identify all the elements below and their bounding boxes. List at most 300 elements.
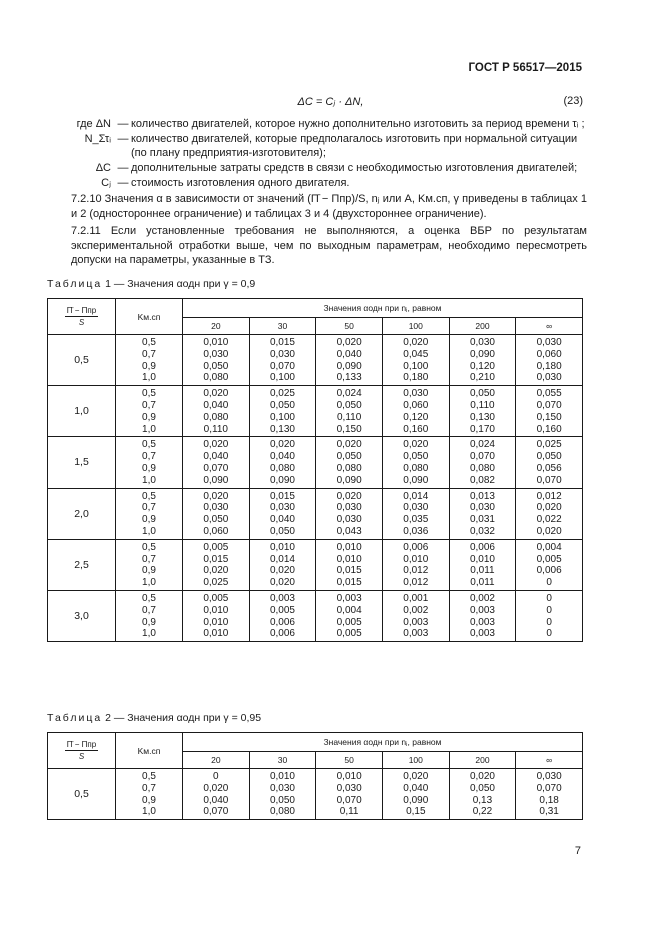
table-row	[48, 590, 583, 641]
alpha-value: 0,011	[470, 565, 495, 577]
alpha-values-cell	[382, 590, 449, 641]
alpha-value: 0,160	[403, 423, 429, 435]
alpha-value: 0,003	[469, 628, 495, 640]
header-fraction	[48, 299, 116, 335]
alpha-values-cell	[516, 386, 583, 437]
k-value: 0,7	[142, 399, 156, 411]
alpha-value: 0,032	[469, 525, 495, 537]
alpha-value: 0,006	[403, 541, 429, 553]
alpha-value: 0,020	[536, 502, 562, 514]
alpha-value: 0,003	[403, 628, 429, 640]
k-value: 0,9	[142, 360, 156, 372]
alpha-value: 0,040	[203, 794, 229, 806]
alpha-value: 0,082	[469, 474, 495, 486]
alpha-value: 0,020	[269, 565, 295, 577]
alpha-value: 0,010	[336, 553, 362, 565]
alpha-value: 0,110	[203, 423, 228, 435]
alpha-values-cell	[316, 769, 383, 820]
table1-caption	[47, 278, 255, 290]
k-value: 0,5	[142, 592, 156, 604]
alpha-value: 0,080	[269, 462, 295, 474]
header-n: 30	[249, 752, 316, 769]
alpha-values-cell	[516, 335, 583, 386]
alpha-values-cell	[249, 335, 316, 386]
alpha-value: 0,005	[536, 553, 562, 565]
alpha-value: 0,030	[269, 348, 295, 360]
alpha-values-cell	[249, 590, 316, 641]
k-value: 0,7	[142, 553, 156, 565]
fraction-denominator: S	[78, 318, 85, 327]
alpha-value: 0,050	[269, 794, 295, 806]
alpha-value: 0,22	[472, 806, 493, 818]
alpha-value: 0,005	[336, 616, 362, 628]
k-value: 1,0	[142, 577, 156, 589]
alpha-values-cell	[516, 437, 583, 488]
alpha-values-cell	[183, 590, 250, 641]
alpha-values-cell	[449, 437, 516, 488]
header-n: 50	[316, 752, 383, 769]
alpha-values-cell	[249, 488, 316, 539]
alpha-value: 0,012	[403, 577, 429, 589]
alpha-values-cell	[249, 437, 316, 488]
alpha-value: 0,070	[269, 360, 295, 372]
alpha-value: 0,060	[403, 399, 429, 411]
alpha-value: 0,160	[536, 423, 562, 435]
alpha-value: 0,020	[269, 577, 295, 589]
alpha-value: 0,010	[269, 771, 295, 782]
alpha-value: 0,15	[406, 806, 426, 818]
alpha-value: 0,050	[336, 399, 362, 411]
alpha-value: 0,090	[203, 474, 229, 486]
alpha-value: 0,035	[403, 514, 429, 526]
alpha-values-cell	[382, 335, 449, 386]
alpha-value: 0,002	[403, 604, 429, 616]
alpha-value: 0,020	[403, 337, 429, 348]
alpha-value: 0,070	[203, 806, 229, 818]
alpha-values-cell	[183, 335, 250, 386]
alpha-value: 0,050	[269, 399, 295, 411]
paragraph-7-2-10	[47, 192, 587, 221]
paragraph-text: 7.2.11 Если установленные требования не выполняются, а оценка ВБР по результатам экспериментальной отработки выше, чем по выходным параметрам, необходимо пересмотреть допуски на параметры, указанные в ТЗ.	[71, 225, 587, 266]
alpha-values-cell	[183, 539, 250, 590]
alpha-value: 0,005	[203, 592, 229, 604]
alpha-value: 0,090	[336, 360, 362, 372]
k-value: 0,5	[142, 490, 156, 502]
alpha-value: 0,070	[536, 474, 562, 486]
alpha-value: 0	[546, 592, 552, 604]
alpha-value: 0,020	[536, 525, 562, 537]
paragraph-7-2-11	[47, 224, 587, 268]
header-k: Kм.сп	[116, 299, 183, 335]
table2-caption	[47, 712, 261, 724]
k-value: 0,7	[142, 451, 156, 463]
alpha-value: 0,002	[469, 592, 495, 604]
alpha-value: 0,030	[536, 771, 562, 782]
definition-row: N_Στᵢ — количество двигателей, которые предполагалось изготовить при нормальной ситуации (по плану предприятия-изготовителя);	[47, 132, 587, 160]
alpha-value: 0,001	[403, 592, 429, 604]
alpha-value: 0,090	[469, 348, 495, 360]
alpha-value: 0,11	[339, 806, 359, 818]
page-number: 7	[574, 845, 581, 857]
alpha-value: 0,080	[469, 462, 495, 474]
header-n: 20	[183, 318, 250, 335]
alpha-value: 0,024	[336, 388, 362, 400]
definition-row: ΔC — дополнительные затраты средств в связи с необходимостью изготовления двигателей;	[47, 161, 587, 175]
header-k: Kм.сп	[116, 733, 183, 769]
header-n: 100	[382, 752, 449, 769]
alpha-value: 0,030	[536, 372, 562, 384]
alpha-value: 0,005	[336, 628, 362, 640]
alpha-value: 0,040	[403, 782, 429, 794]
alpha-value: 0,015	[203, 553, 229, 565]
table-row	[48, 539, 583, 590]
alpha-value: 0	[546, 628, 552, 640]
alpha-values-cell	[382, 386, 449, 437]
alpha-value: 0,022	[536, 514, 562, 526]
alpha-value: 0,120	[403, 411, 429, 423]
alpha-value: 0,020	[269, 439, 295, 451]
alpha-values-cell	[516, 769, 583, 820]
alpha-values-cell	[516, 590, 583, 641]
table-row	[48, 488, 583, 539]
alpha-values-cell	[183, 437, 250, 488]
header-n: 100	[382, 318, 449, 335]
row-ratio-value: 2,5	[48, 539, 116, 590]
k-value: 1,0	[142, 474, 156, 486]
alpha-value: 0,030	[469, 502, 495, 514]
alpha-value: 0,010	[469, 553, 495, 565]
alpha-value: 0,050	[269, 525, 295, 537]
alpha-value: 0,020	[336, 439, 362, 451]
alpha-value: 0,010	[203, 628, 229, 640]
alpha-value: 0,015	[269, 490, 295, 502]
alpha-value: 0,003	[469, 604, 495, 616]
alpha-value: 0,150	[536, 411, 562, 423]
alpha-value: 0,020	[203, 388, 229, 400]
k-value: 0,9	[142, 794, 156, 806]
fraction-numerator: П̄ − Ппр	[66, 306, 97, 315]
k-values-cell	[116, 769, 183, 820]
alpha-value: 0,020	[203, 439, 229, 451]
table-1	[47, 298, 583, 642]
alpha-value: 0,100	[269, 372, 295, 384]
k-value: 0,5	[142, 771, 156, 782]
alpha-value: 0,080	[336, 462, 362, 474]
alpha-value: 0,050	[469, 388, 495, 400]
alpha-value: 0,100	[269, 411, 295, 423]
definition-row: Cⱼ — стоимость изготовления одного двигателя.	[47, 176, 587, 190]
table-2	[47, 732, 583, 820]
definition-text: количество двигателей, которое нужно дополнительно изготовить за период времени τᵢ ;	[131, 118, 585, 130]
alpha-value: 0,012	[403, 565, 429, 577]
k-values-cell	[116, 590, 183, 641]
alpha-value: 0,030	[536, 337, 562, 348]
alpha-values-cell	[516, 488, 583, 539]
alpha-value: 0,043	[336, 525, 362, 537]
alpha-value: 0,020	[403, 771, 429, 782]
alpha-value: 0,031	[469, 514, 495, 526]
alpha-values-cell	[449, 386, 516, 437]
alpha-value: 0,010	[336, 771, 362, 782]
alpha-values-cell	[516, 539, 583, 590]
alpha-values-cell	[183, 488, 250, 539]
k-values-cell	[116, 437, 183, 488]
row-ratio-value: 0,5	[48, 769, 116, 820]
alpha-value: 0,014	[269, 553, 295, 565]
alpha-value: 0,010	[269, 541, 295, 553]
definition-text: дополнительные затраты средств в связи с необходимостью изготовления двигателей;	[131, 162, 578, 174]
alpha-value: 0,080	[203, 411, 229, 423]
alpha-value: 0,040	[269, 451, 295, 463]
alpha-value: 0,025	[203, 577, 229, 589]
alpha-value: 0,070	[536, 399, 562, 411]
alpha-value: 0,060	[203, 525, 229, 537]
header-n: ∞	[516, 752, 583, 769]
alpha-value: 0,18	[539, 794, 559, 806]
alpha-value: 0,025	[269, 388, 295, 400]
k-value: 1,0	[142, 372, 156, 384]
alpha-value: 0,030	[469, 337, 495, 348]
alpha-value: 0,090	[403, 474, 429, 486]
header-n: 30	[249, 318, 316, 335]
alpha-value: 0,003	[269, 592, 295, 604]
row-ratio-value: 0,5	[48, 335, 116, 386]
definition-symbol: ΔC	[95, 162, 111, 174]
definition-symbol: где ΔN	[76, 118, 111, 130]
caption-text: 1 — Значения αодн при γ = 0,9	[105, 278, 256, 290]
row-ratio-value: 2,0	[48, 488, 116, 539]
alpha-value: 0,090	[269, 474, 295, 486]
alpha-values-cell	[382, 769, 449, 820]
alpha-values-cell	[316, 437, 383, 488]
alpha-value: 0	[546, 577, 552, 589]
alpha-value: 0,050	[469, 782, 495, 794]
k-value: 1,0	[142, 628, 156, 640]
alpha-value: 0,180	[536, 360, 562, 372]
k-value: 1,0	[142, 423, 156, 435]
alpha-values-cell	[449, 769, 516, 820]
alpha-values-cell	[382, 488, 449, 539]
alpha-values-cell	[316, 539, 383, 590]
alpha-value: 0,036	[403, 525, 429, 537]
alpha-value: 0,080	[269, 806, 295, 818]
alpha-value: 0,005	[203, 541, 229, 553]
alpha-value: 0,030	[336, 782, 362, 794]
alpha-value: 0,080	[403, 462, 429, 474]
definition-symbol: Cⱼ	[101, 177, 111, 189]
alpha-value: 0,012	[536, 490, 562, 502]
table-row	[48, 386, 583, 437]
caption-word: Таблица	[47, 712, 103, 724]
alpha-values-cell	[316, 386, 383, 437]
k-values-cell	[116, 335, 183, 386]
alpha-value: 0,090	[403, 794, 429, 806]
alpha-value: 0,003	[336, 592, 362, 604]
alpha-value: 0,040	[203, 451, 229, 463]
alpha-value: 0,050	[536, 451, 562, 463]
header-n: 200	[449, 318, 516, 335]
alpha-value: 0,130	[469, 411, 495, 423]
alpha-value: 0,010	[203, 337, 229, 348]
definition-text: количество двигателей, которые предполагалось изготовить при нормальной ситуации (по плану предприятия-изготовителя);	[131, 133, 578, 159]
alpha-value: 0,010	[403, 553, 429, 565]
alpha-value: 0,030	[203, 502, 229, 514]
row-ratio-value: 1,0	[48, 386, 116, 437]
header-n: ∞	[516, 318, 583, 335]
fraction-denominator: S	[78, 752, 85, 761]
alpha-value: 0,030	[203, 348, 229, 360]
alpha-value: 0,011	[470, 577, 495, 589]
alpha-value: 0,015	[336, 577, 362, 589]
header-span: Значения αодн при nⱼ, равном	[183, 299, 583, 318]
k-value: 0,9	[142, 616, 156, 628]
alpha-value: 0,005	[269, 604, 295, 616]
alpha-value: 0,020	[203, 565, 229, 577]
formula: ΔC = Cⱼ · ΔN,	[297, 96, 364, 108]
definition-text: стоимость изготовления одного двигателя.	[131, 177, 350, 189]
alpha-value: 0	[546, 604, 552, 616]
alpha-value: 0,133	[336, 372, 362, 384]
alpha-value: 0,024	[469, 439, 495, 451]
alpha-value: 0,020	[336, 490, 362, 502]
alpha-value: 0,006	[469, 541, 495, 553]
alpha-values-cell	[382, 539, 449, 590]
header-fraction	[48, 733, 116, 769]
alpha-value: 0,070	[203, 462, 229, 474]
k-values-cell	[116, 386, 183, 437]
alpha-values-cell	[249, 539, 316, 590]
alpha-value: 0,060	[536, 348, 562, 360]
alpha-values-cell	[316, 590, 383, 641]
alpha-values-cell	[449, 488, 516, 539]
alpha-value: 0,070	[336, 794, 362, 806]
table-row	[48, 769, 583, 820]
alpha-value: 0,013	[469, 490, 495, 502]
table-row	[48, 437, 583, 488]
alpha-value: 0,025	[536, 439, 562, 451]
alpha-value: 0,090	[336, 474, 362, 486]
alpha-value: 0,210	[469, 372, 495, 384]
alpha-value: 0,015	[336, 565, 362, 577]
alpha-value: 0,110	[336, 411, 362, 423]
k-value: 0,5	[142, 439, 156, 451]
alpha-value: 0,010	[203, 616, 229, 628]
alpha-value: 0,030	[336, 502, 362, 514]
alpha-values-cell	[382, 437, 449, 488]
k-value: 0,7	[142, 502, 156, 514]
alpha-value: 0,004	[536, 541, 562, 553]
alpha-value: 0,003	[469, 616, 495, 628]
definitions-list	[47, 117, 587, 191]
k-value: 1,0	[142, 806, 156, 818]
k-value: 0,7	[142, 348, 156, 360]
alpha-value: 0,31	[539, 806, 559, 818]
alpha-value: 0,050	[203, 514, 229, 526]
alpha-value: 0,030	[403, 388, 429, 400]
alpha-value: 0,050	[203, 360, 229, 372]
header-n: 200	[449, 752, 516, 769]
fraction-numerator: П̄ − Ппр	[66, 740, 97, 749]
alpha-value: 0,004	[336, 604, 362, 616]
alpha-value: 0,030	[269, 782, 295, 794]
alpha-value: 0,130	[269, 423, 295, 435]
alpha-value: 0,010	[203, 604, 229, 616]
alpha-value: 0,006	[536, 565, 562, 577]
k-value: 0,5	[142, 388, 156, 400]
alpha-value: 0,110	[470, 399, 495, 411]
alpha-value: 0,015	[269, 337, 295, 348]
alpha-values-cell	[449, 335, 516, 386]
alpha-values-cell	[449, 590, 516, 641]
k-value: 0,9	[142, 462, 156, 474]
k-value: 0,7	[142, 782, 156, 794]
alpha-value: 0,045	[403, 348, 429, 360]
table-row	[48, 335, 583, 386]
k-value: 0,5	[142, 337, 156, 348]
alpha-value: 0,040	[203, 399, 229, 411]
alpha-value: 0,050	[403, 451, 429, 463]
alpha-value: 0	[546, 616, 552, 628]
alpha-value: 0,100	[403, 360, 429, 372]
alpha-values-cell	[183, 386, 250, 437]
alpha-value: 0	[213, 771, 219, 782]
k-value: 0,7	[142, 604, 156, 616]
alpha-value: 0,020	[336, 337, 362, 348]
definition-row: где ΔN — количество двигателей, которое нужно дополнительно изготовить за период времени τᵢ ;	[47, 117, 587, 131]
header-span: Значения αодн при nⱼ, равном	[183, 733, 583, 752]
caption-word: Таблица	[47, 278, 103, 290]
document-code: ГОСТ Р 56517—2015	[468, 62, 582, 74]
equation-number: (23)	[563, 95, 583, 107]
alpha-value: 0,150	[336, 423, 362, 435]
alpha-values-cell	[316, 335, 383, 386]
alpha-value: 0,020	[203, 490, 229, 502]
k-values-cell	[116, 539, 183, 590]
alpha-value: 0,030	[336, 514, 362, 526]
alpha-value: 0,055	[536, 388, 562, 400]
alpha-value: 0,040	[269, 514, 295, 526]
caption-text: 2 — Значения αодн при γ = 0,95	[105, 712, 262, 724]
alpha-value: 0,070	[536, 782, 562, 794]
row-ratio-value: 1,5	[48, 437, 116, 488]
k-values-cell	[116, 488, 183, 539]
alpha-value: 0,020	[469, 771, 495, 782]
definition-symbol: N_Στᵢ	[84, 133, 111, 145]
alpha-values-cell	[183, 769, 250, 820]
header-n: 50	[316, 318, 383, 335]
alpha-value: 0,020	[403, 439, 429, 451]
alpha-value: 0,014	[403, 490, 429, 502]
k-value: 0,9	[142, 514, 156, 526]
alpha-value: 0,010	[336, 541, 362, 553]
alpha-value: 0,170	[469, 423, 495, 435]
alpha-values-cell	[449, 539, 516, 590]
alpha-value: 0,056	[536, 462, 562, 474]
alpha-value: 0,070	[469, 451, 495, 463]
alpha-value: 0,080	[203, 372, 229, 384]
row-ratio-value: 3,0	[48, 590, 116, 641]
alpha-value: 0,030	[403, 502, 429, 514]
alpha-values-cell	[316, 488, 383, 539]
paragraph-text: 7.2.10 Значения α в зависимости от значений (П̄ − Ппр)/S, nⱼ или A, Kм.сп, γ приведены в таблицах 1 и 2 (одностороннее ограничение) и таблицах 3 и 4 (двухстороннее ограничение).	[71, 193, 587, 220]
alpha-value: 0,020	[203, 782, 229, 794]
alpha-value: 0,120	[469, 360, 495, 372]
k-value: 0,9	[142, 565, 156, 577]
alpha-values-cell	[249, 769, 316, 820]
alpha-values-cell	[249, 386, 316, 437]
alpha-value: 0,040	[336, 348, 362, 360]
k-value: 1,0	[142, 525, 156, 537]
